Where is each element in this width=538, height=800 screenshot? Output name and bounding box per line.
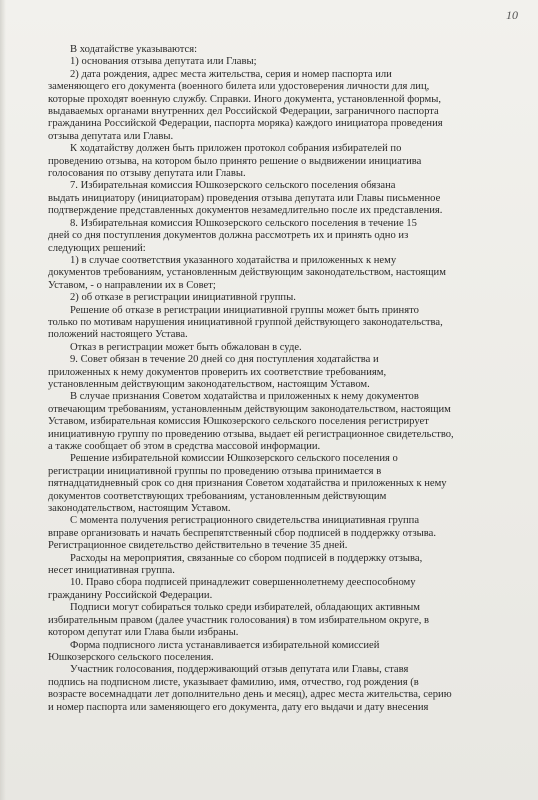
- text-line: В ходатайстве указываются:: [70, 44, 198, 55]
- text-line: выдаваемых органами внутренних дел Российской Федерации, заграничного паспорта: [48, 106, 439, 118]
- text-line: В случае признания Советом ходатайства и приложенных к нему документов: [70, 391, 419, 403]
- text-line: возрасте восемнадцати лет дополнительно день и месяц), адрес места жительства, серию: [48, 689, 452, 701]
- text-line: 10. Право сбора подписей принадлежит совершеннолетнему дееспособному: [70, 577, 416, 589]
- document-body: [48, 44, 514, 714]
- text-line: К ходатайству должен быть приложен протокол собрания избирателей по: [70, 143, 402, 155]
- text-line: несет инициативная группа.: [48, 565, 175, 577]
- text-line: С момента получения регистрационного свидетельства инициативная группа: [70, 515, 420, 527]
- text-line: подтверждение представленных документов незамедлительно после их представления.: [48, 205, 443, 217]
- text-line: Подписи могут собираться только среди избирателей, обладающих активным: [70, 602, 420, 614]
- text-line: проведению отзыва, на котором было принято решение о выдвижении инициатива: [48, 155, 422, 167]
- text-line: положений настоящего Устава.: [48, 329, 188, 341]
- text-line: выдать инициатору (инициаторам) проведения отзыва депутата или Главы письменное: [48, 192, 441, 204]
- text-line: следующих решений:: [48, 242, 146, 254]
- text-line: приложенных к нему документов проверить их соответствие требованиям,: [48, 366, 387, 378]
- text-line: голосования по отзыву депутата или Главы.: [48, 168, 246, 180]
- text-line: 7. Избирательная комиссия Юшкозерского сельского поселения обязана: [70, 180, 396, 192]
- text-line: гражданину Российской Федерации.: [48, 589, 213, 601]
- text-line: вправе организовать и начать беспрепятственный сбор подписей в поддержку отзыва.: [48, 527, 437, 539]
- text-line: 2) дата рождения, адрес места жительства, серия и номер паспорта или: [70, 68, 392, 80]
- text-line: инициативную группу по проведению отзыва, выдает ей регистрационное свидетельство,: [48, 428, 454, 440]
- text-line: избирательным правом (далее участник голосования) в том избирательном округе, в: [48, 614, 430, 626]
- text-line: а также сообщает об этом в средства массовой информации.: [48, 441, 321, 452]
- text-line: Уставом, избирательная комиссия Юшкозерского сельского поселения регистрирует: [48, 416, 429, 428]
- text-line: Уставом, - о направлении их в Совет;: [48, 279, 216, 291]
- text-line: 2) об отказе в регистрации инициативной группы.: [70, 292, 296, 304]
- text-line: документов требованиям, установленным действующим законодательством, настоящим: [48, 267, 446, 279]
- text-line: отзыва депутата или Главы.: [48, 130, 174, 142]
- text-line: регистрации инициативной группы по проведению отзыва принимается в: [48, 465, 382, 477]
- page-number: 10: [506, 8, 518, 22]
- text-line: 1) в случае соответствия указанного ходатайства и приложенных к нему: [70, 254, 397, 266]
- text-line: Расходы на мероприятия, связанные со сбором подписей в поддержку отзыва,: [70, 552, 423, 564]
- text-line: Регистрационное свидетельство действительно в течение 35 дней.: [48, 540, 348, 552]
- text-line: Решение об отказе в регистрации инициативной группы может быть принято: [70, 304, 419, 316]
- text-line: Отказ в регистрации может быть обжалован в суде.: [70, 341, 302, 353]
- text-line: законодательством, настоящим Уставом.: [48, 503, 231, 515]
- text-line: только по мотивам нарушения инициативной группой действующего законодательства,: [48, 316, 443, 328]
- text-line: котором депутат или Глава были избраны.: [48, 627, 239, 639]
- text-line: Участник голосования, поддерживающий отзыв депутата или Главы, ставя: [70, 664, 409, 676]
- text-line: дней со дня поступления документов должна рассмотреть их и принять одно из: [48, 230, 409, 242]
- text-line: отвечающим требованиям, установленным действующим законодательством, настоящим: [48, 403, 451, 415]
- text-line: подпись на подписном листе, указывает фамилию, имя, отчество, год рождения (в: [48, 676, 419, 688]
- text-line: Форма подписного листа устанавливается избирательной комиссией: [70, 639, 380, 651]
- text-line: которые проходят военную службу. Справки. Иного документа, установленной формы,: [48, 93, 442, 105]
- scan-edge-shadow: [0, 0, 6, 800]
- text-line: 9. Совет обязан в течение 20 дней со дня поступления ходатайства и: [70, 354, 379, 366]
- text-line: 8. Избирательная комиссия Юшкозерского сельского поселения в течение 15: [70, 217, 417, 229]
- text-line: Решение избирательной комиссии Юшкозерского сельского поселения о: [70, 453, 398, 465]
- text-line: документов соответствующих требованиям, установленным действующим: [48, 490, 387, 502]
- text-line: Юшкозерского сельского поселения.: [48, 651, 214, 663]
- text-line: заменяющего его документа (военного билета или удостоверения личности для лиц,: [48, 81, 430, 93]
- text-line: пятнадцатидневный срок со дня признания Советом ходатайства и приложенных к нему: [48, 478, 447, 490]
- text-line: установленным действующим законодательством, настоящим Уставом.: [48, 378, 370, 390]
- text-line: 1) основания отзыва депутата или Главы;: [70, 56, 257, 68]
- text-line: и номер паспорта или заменяющего его документа, дату его выдачи и дату внесения: [48, 701, 429, 713]
- text-line: гражданина Российской Федерации, паспорта моряка) каждого инициатора проведения: [48, 118, 443, 130]
